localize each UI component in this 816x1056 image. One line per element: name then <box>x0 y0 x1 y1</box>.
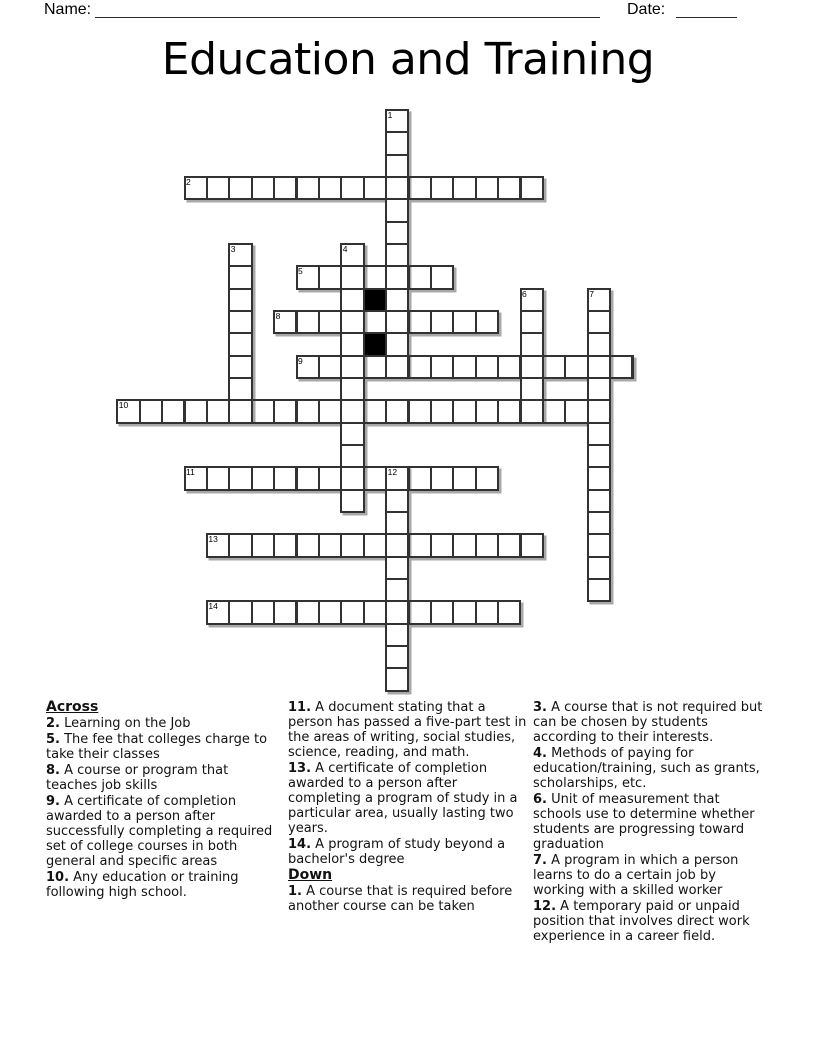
grid-cell[interactable] <box>340 533 364 557</box>
grid-cell[interactable] <box>385 600 409 624</box>
grid-cell[interactable] <box>452 176 476 200</box>
clue-text: A program in which a person learns to do a certain job by working with a skilled worker <box>533 853 739 898</box>
clue-number: 3. <box>533 700 547 715</box>
clue-text: A course that is required before another course can be taken <box>288 884 513 914</box>
grid-cell[interactable] <box>363 355 387 379</box>
grid-cell[interactable] <box>385 332 409 356</box>
grid-cell[interactable] <box>340 288 364 312</box>
grid-cell[interactable] <box>564 355 588 379</box>
clue-number: 7. <box>533 853 547 868</box>
clue-text: A certificate of completion awarded to a person after completing a program of study in a particular area, usually lasting two years. <box>288 761 518 836</box>
cell-number: 6 <box>522 288 527 299</box>
grid-cell[interactable] <box>251 466 275 490</box>
clue-item <box>288 761 528 836</box>
clue-text: A document stating that a person has passed a five-part test in the areas of writing, social studies, science, reading, and math. <box>288 700 527 760</box>
grid-cell[interactable] <box>206 176 230 200</box>
grid-cell[interactable] <box>363 600 387 624</box>
grid-cell[interactable] <box>587 556 611 580</box>
grid-cell[interactable] <box>318 533 342 557</box>
grid-cell[interactable] <box>587 332 611 356</box>
grid-cell[interactable] <box>363 310 387 334</box>
grid-cell[interactable] <box>385 533 409 557</box>
grid-cell[interactable] <box>273 533 297 557</box>
grid-cell[interactable] <box>340 265 364 289</box>
clues-heading-down: Down <box>288 867 333 883</box>
grid-cell[interactable] <box>564 399 588 423</box>
grid-cell[interactable] <box>228 600 252 624</box>
clues-column-3 <box>533 700 771 945</box>
clue-number: 9. <box>46 794 60 809</box>
grid-cell[interactable] <box>273 466 297 490</box>
grid-cell[interactable] <box>475 355 499 379</box>
grid-cell[interactable] <box>542 355 566 379</box>
grid-cell[interactable] <box>363 466 387 490</box>
clues-column-1 <box>46 700 280 901</box>
cell-number: 2 <box>186 176 191 187</box>
grid-cell[interactable] <box>452 600 476 624</box>
grid-cell[interactable] <box>318 355 342 379</box>
grid-cell[interactable] <box>340 176 364 200</box>
cell-number: 9 <box>298 355 303 366</box>
clue-number: 5. <box>46 732 60 747</box>
clue-text: A course that is not required but can be chosen by students according to their interests. <box>533 700 763 745</box>
grid-cell[interactable] <box>318 466 342 490</box>
grid-cell[interactable] <box>497 176 521 200</box>
grid-cell[interactable] <box>385 198 409 222</box>
grid-cell[interactable] <box>318 399 342 423</box>
grid-cell[interactable] <box>385 243 409 267</box>
cell-number: 12 <box>387 467 398 478</box>
cell-number: 14 <box>208 601 218 612</box>
grid-cell[interactable] <box>340 489 364 513</box>
grid-cell[interactable] <box>520 399 544 423</box>
grid-cell[interactable] <box>452 355 476 379</box>
grid-cell[interactable] <box>609 355 633 379</box>
clue-text: Unit of measurement that schools use to determine whether students are progressing toward graduation <box>533 792 755 852</box>
grid-cell[interactable] <box>273 176 297 200</box>
grid-cell[interactable] <box>251 533 275 557</box>
grid-cell[interactable] <box>587 310 611 334</box>
grid-cell[interactable] <box>363 399 387 423</box>
page-title: Education and Training <box>161 34 655 85</box>
cell-number: 1 <box>387 110 393 120</box>
cell-number: 11 <box>186 467 195 478</box>
grid-cell[interactable] <box>430 600 454 624</box>
grid-cell[interactable] <box>587 444 611 468</box>
grid-cell[interactable] <box>408 355 432 379</box>
grid-cell[interactable] <box>228 377 252 401</box>
cell-number: 13 <box>208 534 218 545</box>
grid-cell[interactable] <box>340 399 364 423</box>
grid-cell[interactable] <box>497 355 521 379</box>
grid-cell[interactable] <box>318 265 342 289</box>
clue-number: 8. <box>46 763 60 778</box>
grid-cell[interactable] <box>408 176 432 200</box>
grid-cell[interactable] <box>520 377 544 401</box>
grid-cell[interactable] <box>385 154 409 178</box>
grid-cell[interactable] <box>385 288 409 312</box>
grid-cell[interactable] <box>385 645 409 669</box>
black-cell <box>363 332 387 356</box>
grid-cell[interactable] <box>452 399 476 423</box>
clue-text: A certificate of completion awarded to a person after successfully completing a required set of college courses in both general and specific areas <box>46 794 273 869</box>
grid-cell[interactable] <box>475 176 499 200</box>
grid-cell[interactable] <box>408 466 432 490</box>
grid-cell[interactable] <box>452 533 476 557</box>
grid-cell[interactable] <box>340 444 364 468</box>
grid-cell[interactable] <box>385 221 409 245</box>
clue-number: 13. <box>288 761 312 776</box>
cell-number: 7 <box>589 288 594 299</box>
grid-cell[interactable] <box>430 355 454 379</box>
grid-cell[interactable] <box>161 399 185 423</box>
grid-cell[interactable] <box>385 667 409 691</box>
grid-cell[interactable] <box>318 310 342 334</box>
grid-cell[interactable] <box>475 310 499 334</box>
grid-cell[interactable] <box>228 399 252 423</box>
grid-cell[interactable] <box>385 511 409 535</box>
grid-cell[interactable] <box>408 600 432 624</box>
grid-cell[interactable] <box>385 355 409 379</box>
grid-cell[interactable] <box>273 600 297 624</box>
grid-cell[interactable] <box>273 399 297 423</box>
cell-number: 10 <box>118 400 129 411</box>
grid-cell[interactable] <box>340 422 364 446</box>
grid-cell[interactable] <box>587 489 611 513</box>
grid-cell[interactable] <box>296 600 320 624</box>
grid-cell[interactable] <box>296 310 320 334</box>
grid-cell[interactable] <box>430 466 454 490</box>
grid-cell[interactable] <box>385 310 409 334</box>
grid-cell[interactable] <box>228 355 252 379</box>
clue-text: A course or program that teaches job skills <box>46 763 229 793</box>
clue-number: 11. <box>288 700 312 715</box>
grid-cell[interactable] <box>363 265 387 289</box>
clue-item <box>533 746 771 791</box>
clue-item <box>533 899 771 944</box>
grid-cell[interactable] <box>587 399 611 423</box>
clue-text: Methods of paying for education/training, such as grants, scholarships, etc. <box>533 746 760 791</box>
grid-cell[interactable] <box>340 600 364 624</box>
grid-cell[interactable] <box>587 578 611 602</box>
grid-cell[interactable] <box>408 310 432 334</box>
grid-cell[interactable] <box>251 600 275 624</box>
clue-item <box>46 794 280 869</box>
clue-text: A program of study beyond a bachelor's degree <box>288 837 506 867</box>
grid-cell[interactable] <box>587 511 611 535</box>
clue-number: 10. <box>46 870 70 885</box>
grid-cell[interactable] <box>228 533 252 557</box>
grid-cell[interactable] <box>385 556 409 580</box>
clue-item <box>533 792 771 852</box>
grid-cell[interactable] <box>497 533 521 557</box>
grid-cell[interactable] <box>340 310 364 334</box>
clue-text: The fee that colleges charge to take their classes <box>46 732 268 762</box>
grid-cell[interactable] <box>206 466 230 490</box>
grid-cell[interactable] <box>296 399 320 423</box>
grid-cell[interactable] <box>228 466 252 490</box>
grid-cell[interactable] <box>251 176 275 200</box>
grid-cell[interactable] <box>228 332 252 356</box>
clue-item <box>288 837 528 867</box>
clue-text: Learning on the Job <box>59 716 191 731</box>
clue-item <box>46 732 280 762</box>
grid-cell[interactable] <box>452 466 476 490</box>
cell-number: 5 <box>298 266 303 277</box>
grid-cell[interactable] <box>430 399 454 423</box>
date-label: Date: <box>627 1 666 18</box>
grid-cell[interactable] <box>475 466 499 490</box>
grid-cell[interactable] <box>340 466 364 490</box>
grid-cell[interactable] <box>228 176 252 200</box>
clue-number: 1. <box>288 884 302 899</box>
grid-cell[interactable] <box>340 355 364 379</box>
grid-cell[interactable] <box>385 131 409 155</box>
clue-item <box>533 700 771 745</box>
grid-cell[interactable] <box>206 399 230 423</box>
clues-column-2 <box>288 700 528 915</box>
grid-cell[interactable] <box>296 176 320 200</box>
grid-cell[interactable] <box>475 600 499 624</box>
grid-cell[interactable] <box>228 310 252 334</box>
clue-item <box>46 763 280 793</box>
cell-number: 8 <box>275 310 281 321</box>
clue-number: 6. <box>533 792 547 807</box>
grid-cell[interactable] <box>452 310 476 334</box>
grid-cell[interactable] <box>587 422 611 446</box>
grid-cell[interactable] <box>430 533 454 557</box>
grid-cell[interactable] <box>587 466 611 490</box>
clue-text: Any education or training following high school. <box>46 870 239 900</box>
grid-cell[interactable] <box>475 533 499 557</box>
grid-cell[interactable] <box>184 399 208 423</box>
clue-number: 2. <box>46 716 60 731</box>
grid-cell[interactable] <box>430 176 454 200</box>
clue-number: 12. <box>533 899 557 914</box>
black-cell <box>363 288 387 312</box>
grid-cell[interactable] <box>363 533 387 557</box>
grid-cell[interactable] <box>497 600 521 624</box>
grid-cell[interactable] <box>430 310 454 334</box>
grid-cell[interactable] <box>318 176 342 200</box>
grid-cell[interactable] <box>520 176 544 200</box>
grid-cell[interactable] <box>385 578 409 602</box>
clue-item <box>288 884 528 914</box>
grid-cell[interactable] <box>385 176 409 200</box>
grid-cell[interactable] <box>340 377 364 401</box>
clue-number: 4. <box>533 746 547 761</box>
clue-item <box>533 853 771 898</box>
name-label: Name: <box>44 1 92 18</box>
grid-cell[interactable] <box>408 533 432 557</box>
grid-cell[interactable] <box>408 399 432 423</box>
grid-cell[interactable] <box>587 533 611 557</box>
grid-cell[interactable] <box>251 399 275 423</box>
grid-cell[interactable] <box>228 265 252 289</box>
clue-item <box>46 870 280 900</box>
grid-cell[interactable] <box>497 399 521 423</box>
grid-cell[interactable] <box>385 265 409 289</box>
grid-cell[interactable] <box>228 288 252 312</box>
grid-cell[interactable] <box>139 399 163 423</box>
cell-number: 4 <box>342 243 348 254</box>
grid-cell[interactable] <box>542 399 566 423</box>
clue-item <box>288 700 528 760</box>
clues-heading-across: Across <box>46 699 99 715</box>
grid-cell[interactable] <box>385 399 409 423</box>
grid-cell[interactable] <box>520 355 544 379</box>
clue-item <box>46 716 280 731</box>
clue-number: 14. <box>288 837 312 852</box>
grid-cell[interactable] <box>520 332 544 356</box>
grid-cell[interactable] <box>385 623 409 647</box>
grid-cell[interactable] <box>520 533 544 557</box>
grid-cell[interactable] <box>587 355 611 379</box>
grid-cell[interactable] <box>475 399 499 423</box>
grid-cell[interactable] <box>318 600 342 624</box>
grid-cell[interactable] <box>385 489 409 513</box>
grid-cell[interactable] <box>363 176 387 200</box>
grid-cell[interactable] <box>587 377 611 401</box>
grid-cell[interactable] <box>296 533 320 557</box>
cell-number: 3 <box>230 243 236 254</box>
grid-cell[interactable] <box>408 265 432 289</box>
grid-cell[interactable] <box>430 265 454 289</box>
clue-text: A temporary paid or unpaid position that involves direct work experience in a career field. <box>533 899 750 944</box>
grid-cell[interactable] <box>520 310 544 334</box>
grid-cell[interactable] <box>296 466 320 490</box>
grid-cell[interactable] <box>340 332 364 356</box>
